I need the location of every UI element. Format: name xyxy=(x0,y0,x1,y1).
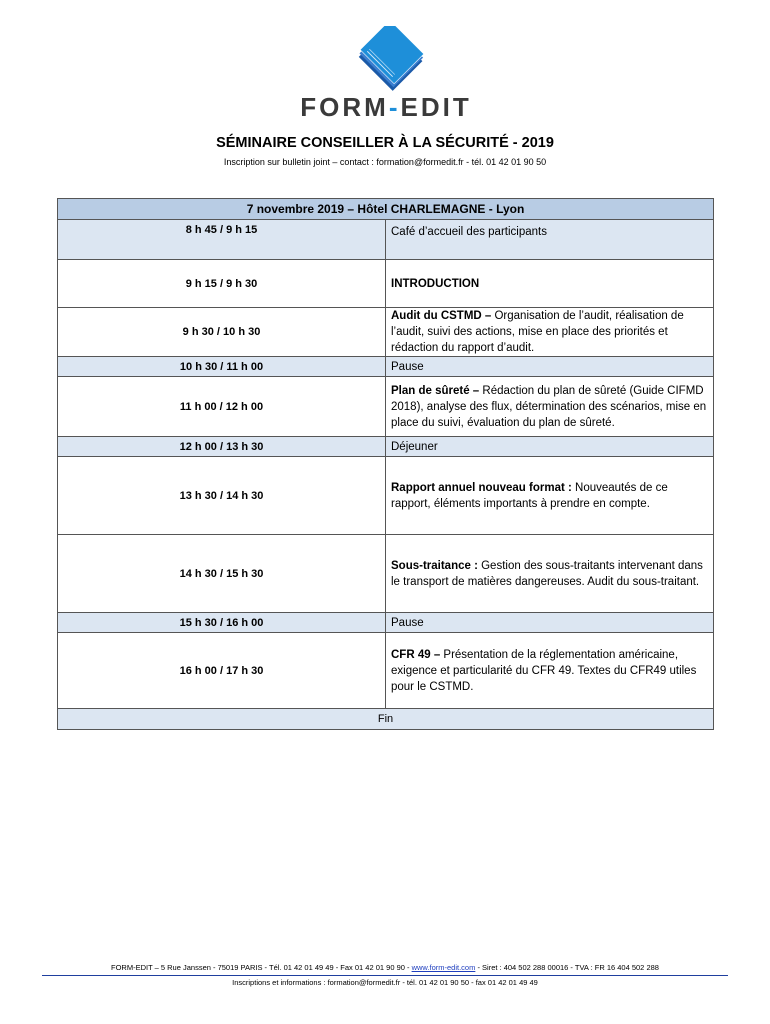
row-time: 11 h 00 / 12 h 00 xyxy=(58,377,386,437)
row-description: Café d’accueil des participants xyxy=(386,220,714,260)
row-description: INTRODUCTION xyxy=(386,260,714,308)
row-time: 9 h 15 / 9 h 30 xyxy=(58,260,386,308)
row-time: 12 h 00 / 13 h 30 xyxy=(58,437,386,457)
row-time: 10 h 30 / 11 h 00 xyxy=(58,357,386,377)
row-time: 16 h 00 / 17 h 30 xyxy=(58,633,386,709)
row-description: Pause xyxy=(386,357,714,377)
website-link[interactable]: www.form-edit.com xyxy=(411,963,476,972)
notebook-stack-icon xyxy=(356,26,428,92)
row-time: 15 h 30 / 16 h 00 xyxy=(58,613,386,633)
row-description: Plan de sûreté – Rédaction du plan de sûreté (Guide CIFMD 2018), analyse des flux, détermination des scénarios, mise en place du suivi, évaluation du plan de sûreté. xyxy=(386,377,714,437)
agenda-table xyxy=(57,198,714,730)
form-edit-logo xyxy=(286,26,486,122)
row-description: Sous-traitance : Gestion des sous-traitants intervenant dans le transport de matières dangereuses. Audit du sous-traitant. xyxy=(386,535,714,613)
row-description: Pause xyxy=(386,613,714,633)
row-description: CFR 49 – Présentation de la réglementation américaine, exigence et particularité du CFR 49. Textes du CFR49 utiles pour le CSTMD. xyxy=(386,633,714,709)
row-time: 9 h 30 / 10 h 30 xyxy=(58,308,386,357)
row-description: Déjeuner xyxy=(386,437,714,457)
row-time: 8 h 45 / 9 h 15 xyxy=(58,220,386,260)
page-title: SÉMINAIRE CONSEILLER À LA SÉCURITÉ - 2019 xyxy=(216,135,554,151)
row-time: 14 h 30 / 15 h 30 xyxy=(58,535,386,613)
agenda-end: Fin xyxy=(58,709,714,730)
agenda-header: 7 novembre 2019 – Hôtel CHARLEMAGNE - Lyon xyxy=(58,199,714,220)
footer-divider xyxy=(42,975,728,976)
logo-wordmark: FORM-EDIT xyxy=(300,92,472,122)
footer-contact: Inscriptions et informations : formation@formedit.fr - tél. 01 42 01 90 50 - fax 01 42 01 49 49 xyxy=(232,978,538,987)
row-description: Audit du CSTMD – Organisation de l’audit, réalisation de l’audit, suivi des actions, mise en place des priorités et rédaction du rapport d’audit. xyxy=(386,308,714,357)
row-description: Rapport annuel nouveau format : Nouveautés de ce rapport, éléments importants à prendre en compte. xyxy=(386,457,714,535)
row-time: 13 h 30 / 14 h 30 xyxy=(58,457,386,535)
page-subtitle: Inscription sur bulletin joint – contact : formation@formedit.fr - tél. 01 42 01 90 50 xyxy=(223,157,547,167)
footer-company-info: FORM-EDIT – 5 Rue Janssen - 75019 PARIS - Tél. 01 42 01 49 49 - Fax 01 42 01 90 90 - www.form-edit.com - Siret : 404 502 288 00016 - TVA : FR 16 404 502 288 xyxy=(111,963,659,972)
